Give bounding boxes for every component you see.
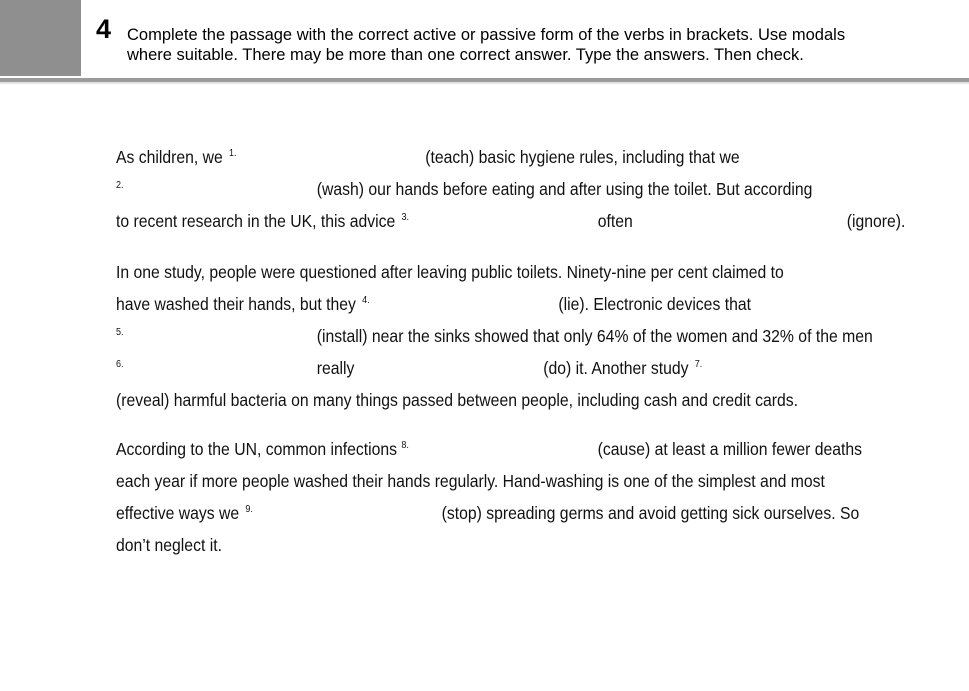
passage-line	[116, 437, 862, 461]
answer-input-9[interactable]	[257, 503, 437, 525]
gap-number-3: 3.	[401, 212, 409, 223]
passage-line	[116, 177, 812, 201]
gap-number-4: 4.	[362, 295, 370, 306]
answer-input-4[interactable]	[374, 294, 554, 316]
passage-text: really	[316, 358, 355, 378]
passage-line	[116, 501, 859, 525]
passage-line	[116, 260, 784, 284]
answer-input-6a[interactable]	[128, 358, 312, 380]
passage-line	[116, 209, 905, 233]
gap-number-8: 8.	[401, 440, 409, 451]
header-divider-shadow	[0, 82, 969, 84]
passage-text: don’t neglect it.	[116, 535, 222, 555]
exercise-number: 4	[96, 14, 112, 44]
passage-text: (wash) our hands before eating and after using the toilet. But according	[316, 179, 813, 199]
passage-text: (cause) at least a million fewer deaths	[597, 439, 863, 459]
answer-input-8[interactable]	[413, 439, 593, 461]
passage-line	[116, 292, 751, 316]
gap-number-1: 1.	[228, 148, 237, 159]
answer-input-1[interactable]	[241, 147, 421, 169]
answer-input-3a[interactable]	[413, 211, 593, 233]
passage-text: (stop) spreading germs and avoid getting sick ourselves. So	[441, 503, 860, 523]
passage-text: (do) it. Another study	[543, 358, 689, 378]
gap-number-6: 6.	[116, 359, 124, 370]
passage-text: As children, we	[116, 147, 223, 167]
passage-text: (install) near the sinks showed that only 64% of the women and 32% of the men	[316, 326, 873, 346]
passage-text: (reveal) harmful bacteria on many things passed between people, including cash and credit cards.	[116, 390, 799, 410]
exercise-instruction	[127, 25, 957, 65]
passage-text: According to the UN, common infections	[116, 439, 398, 459]
instruction-line-1: Complete the passage with the correct active or passive form of the verbs in brackets. Use modals	[127, 26, 846, 44]
gap-number-5: 5.	[116, 327, 124, 338]
passage-text: often	[597, 211, 633, 231]
exercise-tab-marker	[0, 0, 81, 76]
passage-text: have washed their hands, but they	[116, 294, 356, 314]
answer-input-2[interactable]	[128, 179, 312, 201]
passage-text: each year if more people washed their hands regularly. Hand-washing is one of the simplest and most	[116, 471, 825, 491]
passage-text: (ignore).	[846, 211, 906, 231]
gap-number-2: 2.	[116, 180, 124, 191]
passage-text: to recent research in the UK, this advice	[116, 211, 396, 231]
passage-text: (teach) basic hygiene rules, including that we	[425, 147, 740, 167]
answer-input-5[interactable]	[128, 326, 312, 348]
passage-line	[116, 388, 798, 412]
gap-number-9: 9.	[245, 504, 253, 515]
gap-number-7: 7.	[694, 359, 703, 370]
passage-text: (lie). Electronic devices that	[558, 294, 751, 314]
answer-input-6b[interactable]	[359, 358, 539, 380]
passage-line	[116, 469, 825, 493]
instruction-line-2: where suitable. There may be more than one correct answer. Type the answers. Then check.	[127, 46, 804, 64]
passage-line	[116, 324, 873, 348]
passage-line	[116, 356, 702, 380]
answer-input-3b[interactable]	[637, 211, 842, 233]
passage-line	[116, 533, 222, 557]
passage-text: In one study, people were questioned after leaving public toilets. Ninety-nine per cent claimed to	[116, 262, 784, 282]
passage-text: effective ways we	[116, 503, 240, 523]
passage-line	[116, 145, 740, 169]
